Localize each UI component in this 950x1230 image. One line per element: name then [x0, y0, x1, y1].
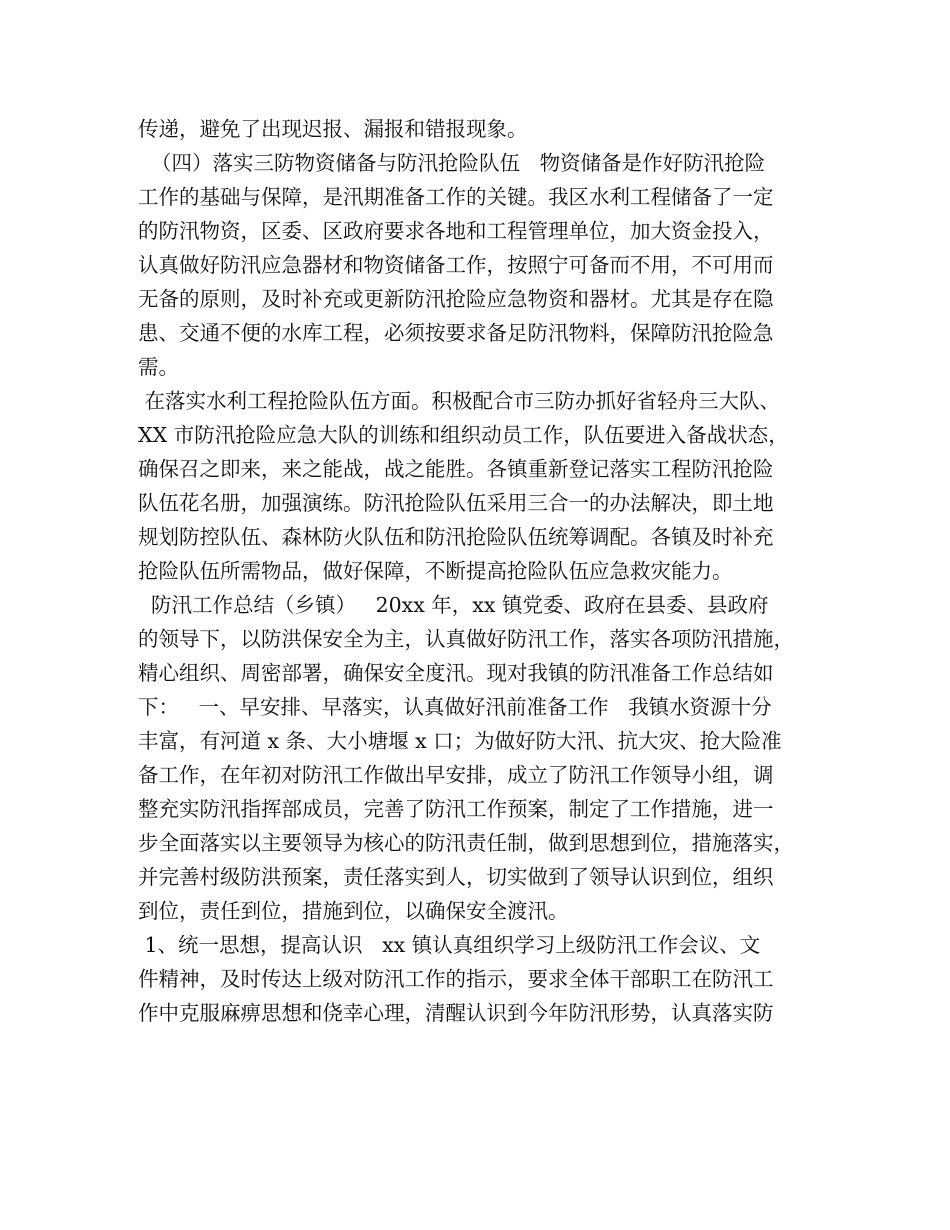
text-line: 无备的原则，及时补充或更新防汛抢险应急物资和器材。尤其是存在隐	[138, 287, 774, 311]
text-line: 的领导下，以防洪保安全为主，认真做好防汛工作，落实各项防汛措施，	[138, 627, 794, 651]
text-line: XX 市防汛抢险应急大队的训练和组织动员工作，队伍要进入备战状态，	[138, 423, 789, 447]
text-line: 抢险队伍所需物品，做好保障，不断提高抢险队伍应急救灾能力。	[138, 559, 733, 583]
document-page	[138, 112, 818, 1030]
text-line: 规划防控队伍、森林防火队伍和防汛抢险队伍统筹调配。各镇及时补充	[138, 525, 774, 549]
text-line: 作中克服麻痹思想和侥幸心理，清醒认识到今年防汛形势，认真落实防	[138, 1001, 774, 1025]
text-line: 下： 一、早安排、早落实，认真做好汛前准备工作 我镇水资源十分	[138, 695, 772, 719]
text-line: 患、交通不便的水库工程，必须按要求备足防汛物料，保障防汛抢险急	[138, 321, 774, 345]
text-line: 传递，避免了出现迟报、漏报和错报现象。	[138, 117, 528, 141]
text-line: 队伍花名册，加强演练。防汛抢险队伍采用三合一的办法解决，即土地	[138, 491, 774, 515]
text-line: 工作的基础与保障，是汛期准备工作的关键。我区水利工程储备了一定	[138, 185, 774, 209]
text-line: 件精神，及时传达上级对防汛工作的指示，要求全体干部职工在防汛工	[138, 967, 774, 991]
text-line: 精心组织、周密部署，确保安全度汛。现对我镇的防汛准备工作总结如	[138, 661, 774, 685]
text-line: 在落实水利工程抢险队伍方面。积极配合市三防办抓好省轻舟三大队、	[138, 389, 781, 413]
text-line: 备工作，在年初对防汛工作做出早安排，成立了防汛工作领导小组，调	[138, 763, 774, 787]
text-line: 整充实防汛指挥部成员，完善了防汛工作预案，制定了工作措施，进一	[138, 797, 774, 821]
text-line: 确保召之即来，来之能战，战之能胜。各镇重新登记落实工程防汛抢险	[138, 457, 774, 481]
text-line: 的防汛物资，区委、区政府要求各地和工程管理单位，加大资金投入，	[138, 219, 774, 243]
text-line: 需。	[138, 355, 179, 379]
text-line: 步全面落实以主要领导为核心的防汛责任制，做到思想到位，措施落实，	[138, 831, 794, 855]
text-line: 1、统一思想，提高认识 xx 镇认真组织学习上级防汛工作会议、文	[138, 933, 761, 957]
text-line: 并完善村级防洪预案，责任落实到人，切实做到了领导认识到位，组织	[138, 865, 774, 889]
text-line: 防汛工作总结（乡镇） 20xx 年，xx 镇党委、政府在县委、县政府	[138, 593, 769, 617]
text-line: 到位，责任到位，措施到位，以确保安全渡汛。	[138, 899, 569, 923]
text-line: 丰富，有河道 x 条、大小塘堰 x 口；为做好防大汛、抗大灾、抢大险准	[138, 729, 782, 753]
text-line: （四）落实三防物资储备与防汛抢险队伍 物资储备是作好防汛抢险	[138, 151, 766, 175]
text-line: 认真做好防汛应急器材和物资储备工作，按照宁可备而不用，不可用而	[138, 253, 774, 277]
